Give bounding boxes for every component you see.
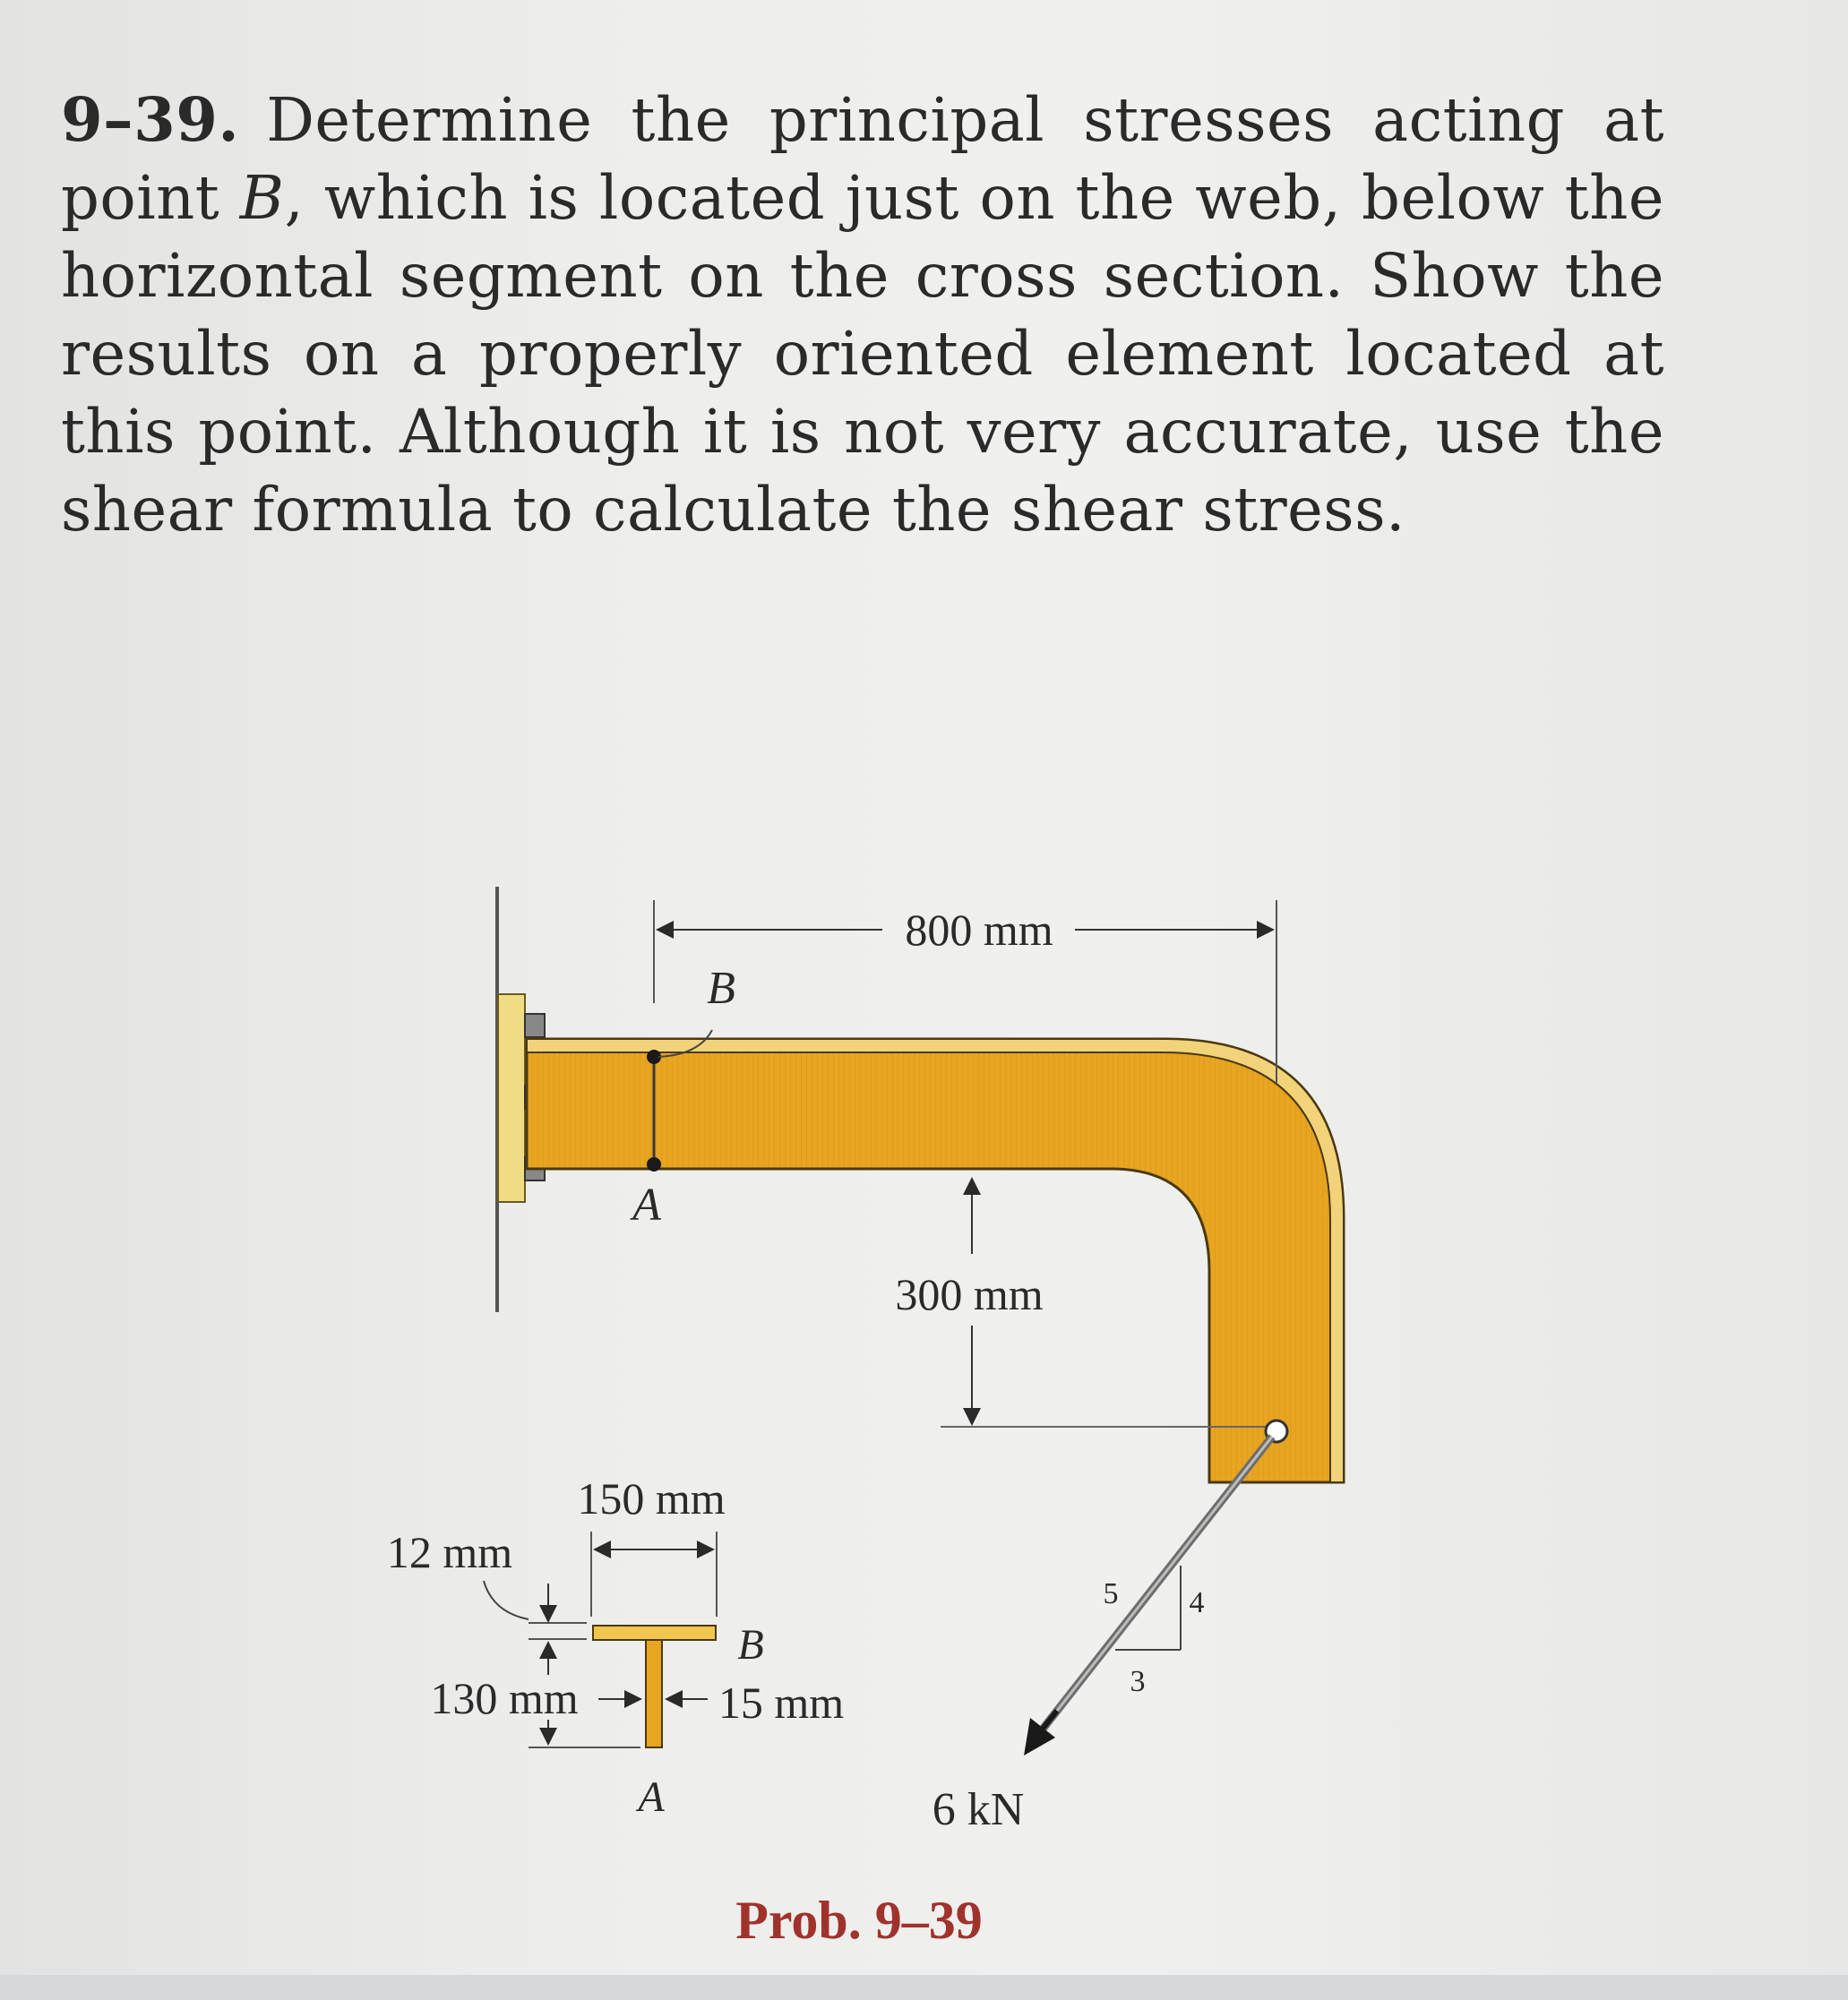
page-bottom-edge <box>0 1975 1848 2000</box>
bracket-member <box>527 1039 1344 1482</box>
dim-150-label: 150 mm <box>577 1473 726 1524</box>
dim-800-label: 800 mm <box>905 905 1053 955</box>
point-A-dot <box>647 1157 661 1172</box>
dim-130-label: 130 mm <box>430 1673 579 1723</box>
problem-text-part1: Determine the principal stresses acting at point <box>61 85 1664 233</box>
dim-12-label: 12 mm <box>386 1527 513 1577</box>
dim-300-label: 300 mm <box>895 1269 1044 1319</box>
cross-section-flange <box>593 1626 716 1640</box>
slope-5-label: 5 <box>1103 1577 1119 1610</box>
problem-text-part2: , which is located just on the web, below the horizontal segment on the cross section. Show the results on a properly oriented element located at this point. Although it is not very accurate, use the shear formula to calculate the shear stress. <box>61 163 1664 545</box>
cross-section-web <box>646 1640 662 1747</box>
cable-highlight <box>1041 1437 1272 1731</box>
section-B-label: B <box>737 1621 764 1669</box>
mounting-plate <box>498 994 525 1202</box>
slope-4-label: 4 <box>1189 1586 1205 1619</box>
figure-caption: Prob. 9–39 <box>735 1891 983 1950</box>
load-label: 6 kN <box>932 1784 1025 1835</box>
problem-point-label: B <box>239 163 285 233</box>
point-A-label: A <box>632 1180 661 1231</box>
dim-12-leader <box>484 1581 529 1619</box>
problem-number: 9–39. <box>61 84 240 155</box>
dim-15-label: 15 mm <box>718 1678 845 1728</box>
point-B-label: B <box>707 963 735 1014</box>
section-A-label: A <box>638 1773 665 1821</box>
slope-3-label: 3 <box>1130 1665 1146 1698</box>
